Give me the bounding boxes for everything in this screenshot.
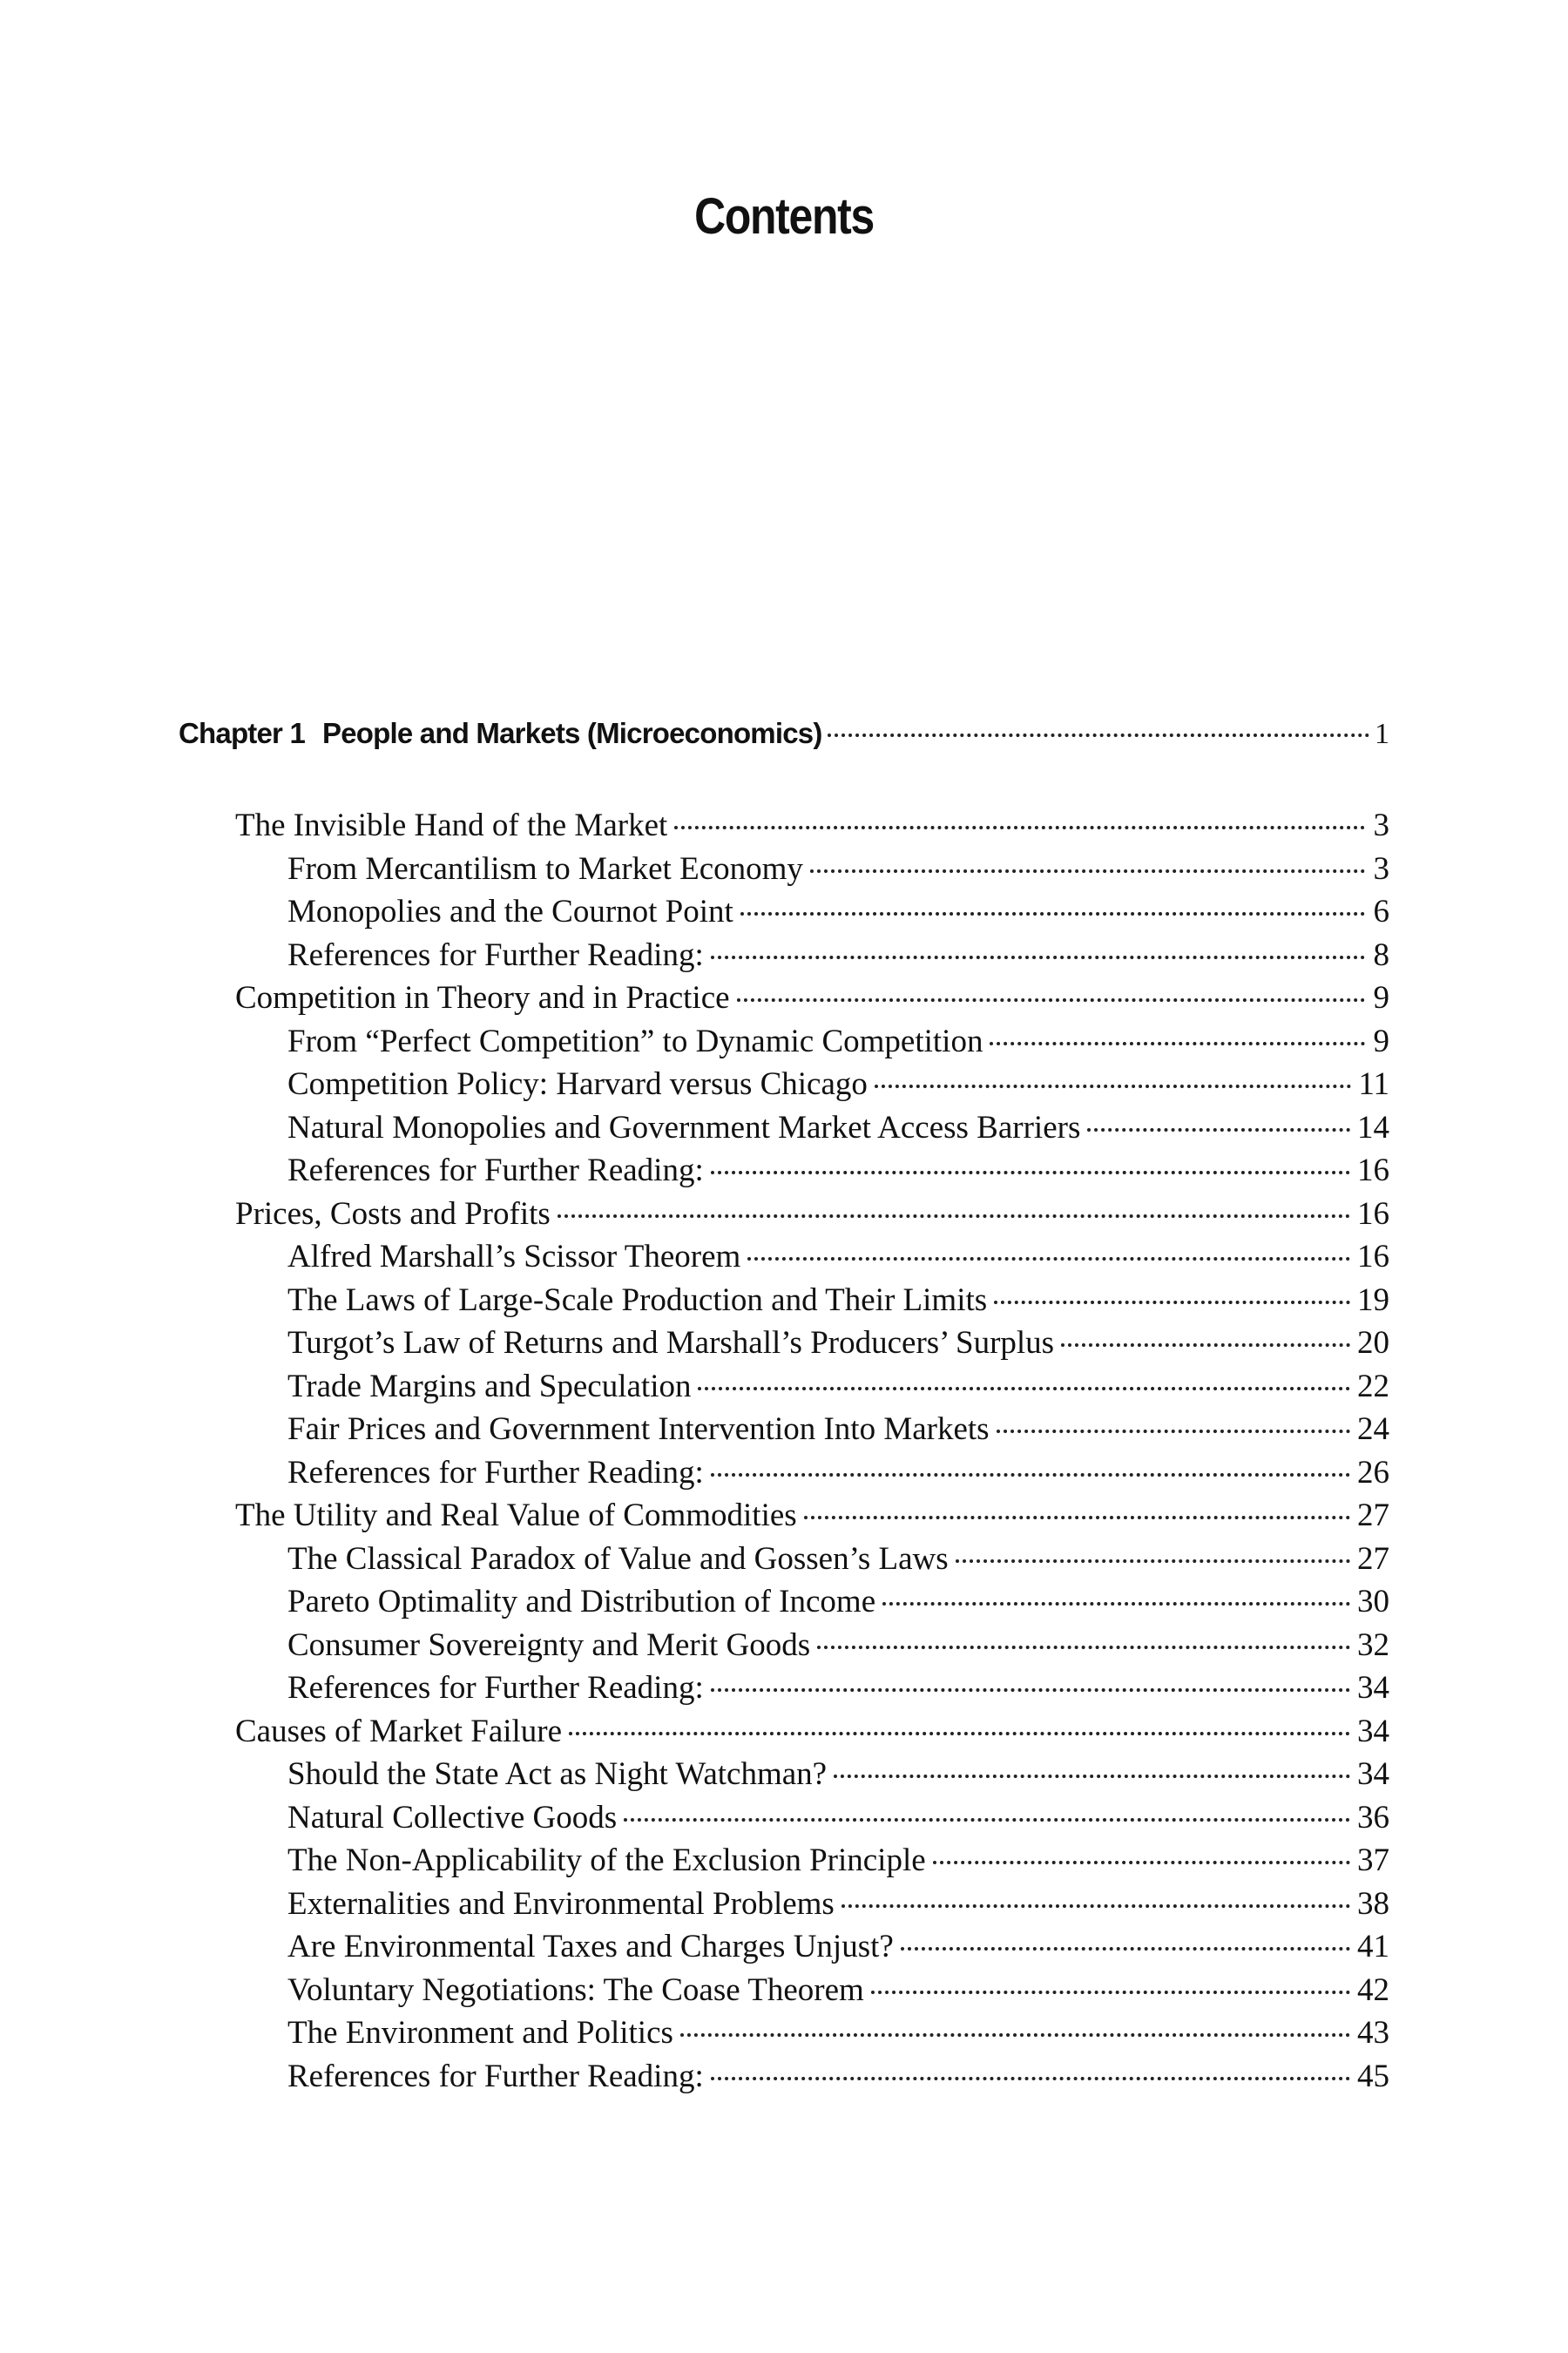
entry-label: Competition Policy: Harvard versus Chicago xyxy=(287,1066,868,1102)
entry-label: Are Environmental Taxes and Charges Unjust? xyxy=(287,1929,894,1964)
entry-page-number: 6 xyxy=(1373,894,1389,930)
toc-entry[interactable] xyxy=(287,1149,1389,1193)
entry-label: Consumer Sovereignty and Merit Goods xyxy=(287,1627,811,1663)
toc-entry[interactable] xyxy=(287,1408,1389,1451)
toc-entry[interactable] xyxy=(287,890,1389,934)
toc-entry[interactable] xyxy=(287,2012,1389,2055)
entry-page-number: 9 xyxy=(1373,980,1389,1016)
chapter-page-number: 1 xyxy=(1375,718,1389,750)
entry-page-number: 34 xyxy=(1357,1756,1389,1792)
toc-entry[interactable] xyxy=(235,977,1389,1020)
dot-leader xyxy=(711,2077,1350,2080)
entry-page-number: 45 xyxy=(1357,2059,1389,2094)
toc-entry[interactable] xyxy=(287,1063,1389,1106)
entry-page-number: 34 xyxy=(1357,1714,1389,1749)
entry-label: Alfred Marshall’s Scissor Theorem xyxy=(287,1239,741,1275)
entry-label: From “Perfect Competition” to Dynamic Competition xyxy=(287,1024,983,1059)
entry-page-number: 22 xyxy=(1357,1369,1389,1404)
toc-entry[interactable] xyxy=(287,1883,1389,1926)
entry-page-number: 8 xyxy=(1373,937,1389,973)
toc-entry[interactable] xyxy=(287,1451,1389,1495)
dot-leader xyxy=(810,869,1365,873)
entry-page-number: 38 xyxy=(1357,1886,1389,1922)
dot-leader xyxy=(828,734,1369,737)
entry-label: References for Further Reading: xyxy=(287,1455,704,1491)
entry-label: Turgot’s Law of Returns and Marshall’s Producers’ Surplus xyxy=(287,1325,1055,1361)
entry-page-number: 11 xyxy=(1358,1066,1389,1102)
toc-entry[interactable] xyxy=(287,1020,1389,1064)
entry-page-number: 32 xyxy=(1357,1627,1389,1663)
entry-label: References for Further Reading: xyxy=(287,1670,704,1706)
entry-page-number: 14 xyxy=(1357,1110,1389,1146)
toc-entry[interactable] xyxy=(287,848,1389,891)
entry-label: Prices, Costs and Profits xyxy=(235,1196,551,1232)
toc-entry[interactable] xyxy=(235,804,1389,848)
entry-label: Fair Prices and Government Intervention Into Markets xyxy=(287,1411,990,1447)
toc-entry[interactable] xyxy=(287,1667,1389,1710)
entry-label: References for Further Reading: xyxy=(287,1153,704,1188)
entry-label: The Invisible Hand of the Market xyxy=(235,808,668,843)
dot-leader xyxy=(1061,1343,1350,1347)
entry-label: Should the State Act as Night Watchman? xyxy=(287,1756,828,1792)
entry-page-number: 16 xyxy=(1357,1153,1389,1188)
entry-page-number: 20 xyxy=(1357,1325,1389,1361)
entry-page-number: 3 xyxy=(1373,851,1389,887)
dot-leader xyxy=(1087,1128,1350,1132)
dot-leader xyxy=(804,1516,1350,1519)
entry-label: The Utility and Real Value of Commodities xyxy=(235,1498,797,1533)
entry-label: Natural Monopolies and Government Market Access Barriers xyxy=(287,1110,1081,1146)
toc-entry[interactable] xyxy=(287,1235,1389,1279)
dot-leader xyxy=(624,1818,1350,1822)
chapter-title: People and Markets (Microeconomics) xyxy=(322,717,822,749)
entry-label: Competition in Theory and in Practice xyxy=(235,980,730,1016)
entry-label: Pareto Optimality and Distribution of Income xyxy=(287,1584,876,1619)
dot-leader xyxy=(817,1646,1350,1649)
dot-leader xyxy=(558,1214,1350,1218)
dot-leader xyxy=(956,1559,1350,1563)
entry-page-number: 27 xyxy=(1357,1498,1389,1533)
toc-entry[interactable] xyxy=(287,1753,1389,1796)
toc-entry[interactable] xyxy=(287,1538,1389,1581)
chapter-number: Chapter 1 xyxy=(179,717,306,749)
toc-entry[interactable] xyxy=(287,1106,1389,1150)
entry-page-number: 9 xyxy=(1373,1024,1389,1059)
entry-label: The Non-Applicability of the Exclusion Principle xyxy=(287,1843,926,1878)
entry-label: References for Further Reading: xyxy=(287,2059,704,2094)
dot-leader xyxy=(834,1775,1350,1778)
toc-entry[interactable] xyxy=(287,1580,1389,1624)
entry-page-number: 43 xyxy=(1357,2015,1389,2051)
dot-leader xyxy=(747,1257,1350,1261)
toc-entry[interactable] xyxy=(287,934,1389,977)
entry-label: Voluntary Negotiations: The Coase Theorem xyxy=(287,1972,864,2008)
dot-leader xyxy=(882,1602,1350,1606)
toc-entry[interactable] xyxy=(235,1494,1389,1538)
dot-leader xyxy=(990,1042,1365,1045)
entry-page-number: 41 xyxy=(1357,1929,1389,1964)
entry-page-number: 42 xyxy=(1357,1972,1389,2008)
dot-leader xyxy=(901,1947,1350,1951)
entry-label: Natural Collective Goods xyxy=(287,1800,618,1836)
entry-page-number: 36 xyxy=(1357,1800,1389,1836)
toc-entry[interactable] xyxy=(287,1969,1389,2012)
dot-leader xyxy=(997,1430,1350,1433)
entry-page-number: 26 xyxy=(1357,1455,1389,1491)
entry-page-number: 27 xyxy=(1357,1541,1389,1577)
dot-leader xyxy=(711,1473,1350,1477)
page-title: Contents xyxy=(694,188,874,245)
entry-label: Externalities and Environmental Problems xyxy=(287,1886,835,1922)
entry-page-number: 16 xyxy=(1357,1196,1389,1232)
entry-page-number: 19 xyxy=(1357,1282,1389,1318)
dot-leader xyxy=(711,1171,1350,1174)
toc-entry[interactable] xyxy=(287,1365,1389,1409)
entry-page-number: 16 xyxy=(1357,1239,1389,1275)
dot-leader xyxy=(933,1861,1350,1864)
entry-label: The Laws of Large-Scale Production and Their Limits xyxy=(287,1282,988,1318)
toc-entry[interactable] xyxy=(287,1925,1389,1969)
dot-leader xyxy=(994,1301,1350,1304)
toc-entry[interactable] xyxy=(287,1796,1389,1840)
dot-leader xyxy=(737,998,1365,1002)
chapter-entry[interactable] xyxy=(179,717,1389,766)
entry-page-number: 37 xyxy=(1357,1843,1389,1878)
dot-leader xyxy=(680,2033,1350,2037)
dot-leader xyxy=(711,956,1365,959)
entry-label: Monopolies and the Cournot Point xyxy=(287,894,733,930)
entry-label: References for Further Reading: xyxy=(287,937,704,973)
toc-entry[interactable] xyxy=(287,2055,1389,2099)
toc-entry[interactable] xyxy=(287,1624,1389,1667)
entry-label: The Classical Paradox of Value and Gossen’s Laws xyxy=(287,1541,949,1577)
toc-entry[interactable] xyxy=(287,1279,1389,1322)
toc-entry[interactable] xyxy=(235,1710,1389,1754)
entry-page-number: 24 xyxy=(1357,1411,1389,1447)
entry-page-number: 30 xyxy=(1357,1584,1389,1619)
dot-leader xyxy=(674,826,1365,829)
entry-page-number: 34 xyxy=(1357,1670,1389,1706)
toc-entry[interactable] xyxy=(287,1839,1389,1883)
entry-label: Causes of Market Failure xyxy=(235,1714,563,1749)
dot-leader xyxy=(740,912,1365,916)
dot-leader xyxy=(841,1904,1350,1908)
dot-leader xyxy=(569,1732,1350,1735)
dot-leader xyxy=(875,1085,1351,1088)
toc-entry[interactable] xyxy=(235,1193,1389,1236)
dot-leader xyxy=(711,1688,1350,1692)
dot-leader xyxy=(698,1387,1350,1390)
dot-leader xyxy=(871,1991,1350,1994)
entry-label: Trade Margins and Speculation xyxy=(287,1369,692,1404)
toc-entry[interactable] xyxy=(287,1322,1389,1365)
entry-label: From Mercantilism to Market Economy xyxy=(287,851,803,887)
entry-label: The Environment and Politics xyxy=(287,2015,673,2051)
entry-page-number: 3 xyxy=(1373,808,1389,843)
